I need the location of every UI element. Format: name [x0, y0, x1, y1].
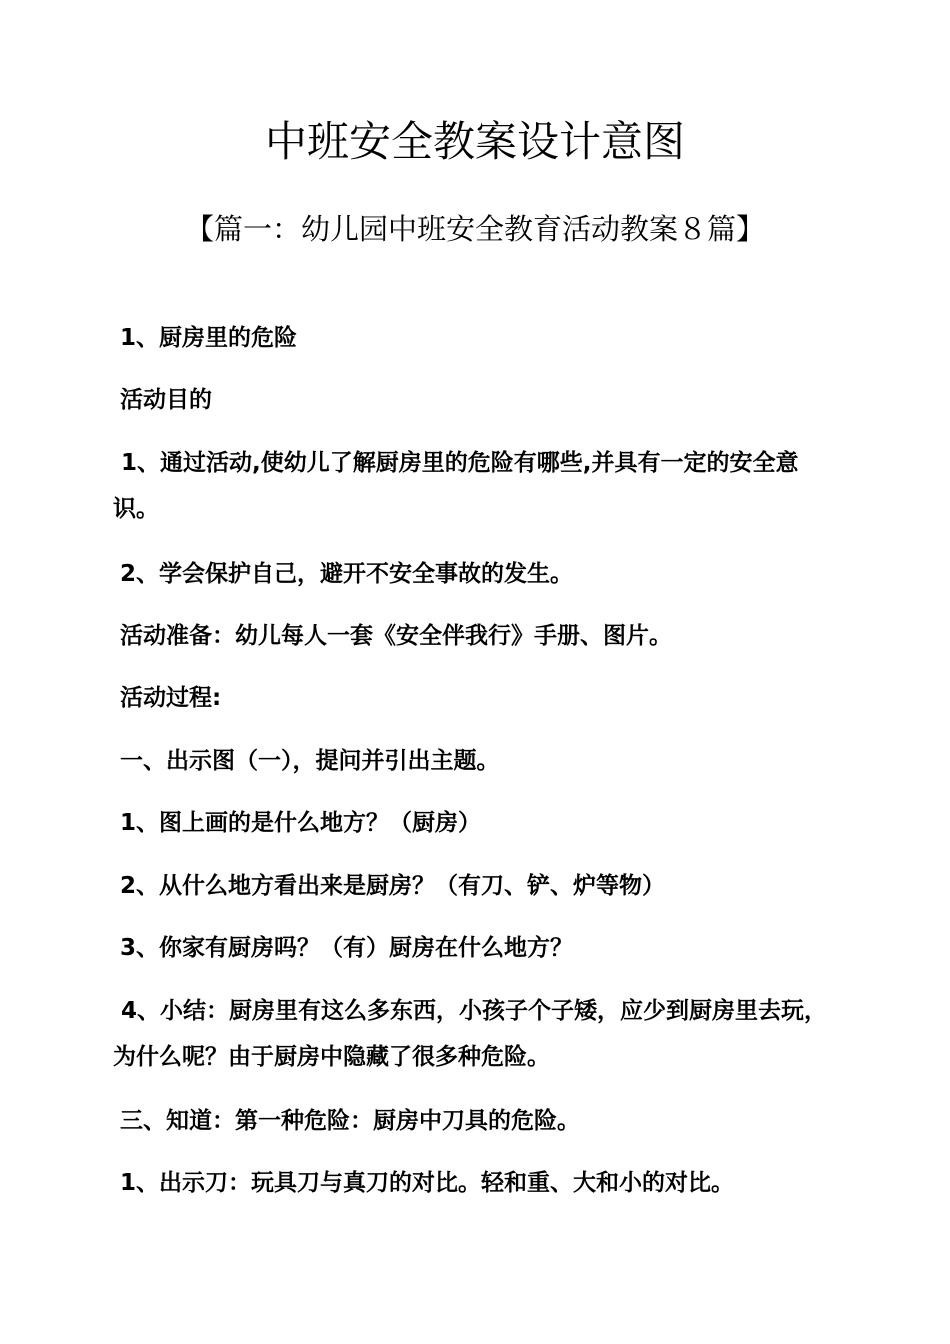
paragraph-line: 2、从什么地方看出来是厨房？（有刀、铲、炉等物）	[120, 873, 666, 899]
paragraph-line: 活动过程:	[120, 685, 222, 711]
paragraph-line: 1、出示刀：玩具刀与真刀的对比。轻和重、大和小的对比。	[120, 1170, 735, 1196]
page-title: 中班安全教案设计意图	[264, 117, 685, 166]
document-subtitle: 【篇一：幼儿园中班安全教育活动教案８篇】	[184, 212, 765, 246]
paragraph-line: 活动目的	[120, 387, 212, 413]
paragraph-line: 1、图上画的是什么地方？（厨房）	[120, 810, 482, 836]
paragraph-line: 1、厨房里的危险	[120, 325, 298, 351]
paragraph-wrapped: 4、小结：厨房里有这么多东西，小孩子个子矮，应少到厨房里去玩，为什么呢？由于厨房中隐藏了很多种危险。	[113, 998, 828, 1070]
paragraph-wrapped: 1、通过活动,使幼儿了解厨房里的危险有哪些,并具有一定的安全意识。	[113, 450, 799, 522]
paragraph-line: 三、知道：第一种危险：厨房中刀具的危险。	[120, 1108, 580, 1134]
paragraph-line: 一、出示图（一），提问并引出主题。	[120, 748, 500, 774]
paragraph-line: 2、学会保护自己，避开不安全事故的发生。	[120, 561, 574, 587]
paragraph-line: 活动准备：幼儿每人一套《安全伴我行》手册、图片。	[120, 623, 672, 649]
paragraph-line: 3、你家有厨房吗？（有）厨房在什么地方？	[120, 935, 574, 961]
